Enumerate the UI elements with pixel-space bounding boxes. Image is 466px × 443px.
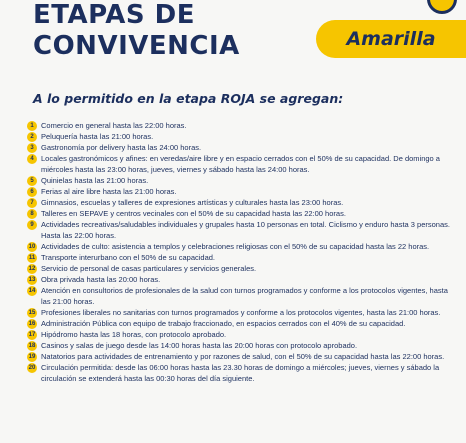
item-text: Ferias al aire libre hasta las 21:00 horas.	[41, 187, 177, 196]
item-text: Profesiones liberales no sanitarias con turnos programados y conforme a los protocolos vigentes, hasta las 21:00 horas.	[41, 308, 441, 317]
item-text: Actividades recreativas/saludables individuales y grupales hasta 10 personas en total. Ciclismo y enduro hasta 3 personas. Hasta las 22:00 horas.	[41, 220, 450, 240]
item-number-badge: 14	[28, 288, 36, 294]
item-number-badge: 3	[27, 143, 37, 153]
item-number-badge: 1	[27, 121, 37, 131]
list-item	[27, 362, 459, 384]
list-item	[27, 318, 459, 329]
item-number-badge: 5	[27, 176, 37, 186]
item-number-badge: 13	[28, 277, 36, 283]
item-text: Atención en consultorios de profesionales de la salud con turnos programados y conforme a los protocolos vigentes, hasta las 21:00 horas.	[41, 286, 448, 306]
list-item	[27, 307, 459, 318]
list-item	[27, 351, 459, 362]
item-number-badge: 12	[28, 266, 36, 272]
item-number-badge: 16	[28, 321, 36, 327]
item-number-badge: 7	[27, 198, 37, 208]
list-item	[27, 120, 459, 131]
list-item	[27, 197, 459, 208]
item-text: Administración Pública con equipo de trabajo fraccionado, en espacios cerrados con el 40% de su capacidad.	[41, 319, 406, 328]
list-item	[27, 263, 459, 274]
list-item	[27, 142, 459, 153]
item-text: Transporte interurbano con el 50% de su capacidad.	[41, 253, 215, 262]
list-item	[27, 285, 459, 307]
item-text: Talleres en SEPAVE y centros vecinales con el 50% de su capacidad hasta las 22:00 horas.	[41, 209, 346, 218]
item-number-badge: 9	[27, 220, 37, 230]
list-item	[27, 186, 459, 197]
item-text: Casinos y salas de juego desde las 14:00 horas hasta las 20:00 horas con protocolo aprobado.	[41, 341, 358, 350]
item-number-badge: 8	[27, 209, 37, 219]
stage-badge-label: Amarilla	[346, 28, 436, 50]
intro-heading: A lo permitido en la etapa ROJA se agregan:	[33, 91, 344, 106]
list-item	[27, 329, 459, 340]
list-item	[27, 241, 459, 252]
item-text: Servicio de personal de casas particulares y servicios generales.	[41, 264, 257, 273]
item-text: Gimnasios, escuelas y talleres de expresiones artísticas y culturales hasta las 23:00 horas.	[41, 198, 344, 207]
page-title	[33, 0, 240, 62]
list-item	[27, 274, 459, 285]
item-number-badge: 15	[28, 310, 36, 316]
activities-list	[27, 120, 459, 384]
title-line-1: ETAPAS DE	[33, 0, 196, 30]
list-item	[27, 340, 459, 351]
list-item	[27, 252, 459, 263]
item-number-badge: 20	[28, 365, 36, 371]
item-text: Obra privada hasta las 20:00 horas.	[41, 275, 161, 284]
item-number-badge: 18	[28, 343, 36, 349]
decorative-circle	[427, 0, 457, 14]
item-number-badge: 10	[28, 244, 36, 250]
item-text: Locales gastronómicos y afines: en veredas/aire libre y en espacio cerrados con el 50% de su capacidad. De domingo a miércoles hasta las 23:00 horas, jueves, viernes y sábado hasta las 24:00 horas.	[41, 154, 440, 174]
list-item	[27, 175, 459, 186]
item-text: Circulación permitida: desde las 06:00 horas hasta las 23.30 horas de domingo a miércoles; jueves, viernes y sábado la circulación se extenderá hasta las 00:30 horas del día siguiente.	[41, 363, 440, 383]
stage-badge	[316, 20, 466, 58]
list-item	[27, 208, 459, 219]
list-item	[27, 219, 459, 241]
list-item	[27, 153, 459, 175]
list-item	[27, 131, 459, 142]
item-number-badge: 2	[27, 132, 37, 142]
title-line-2: CONVIVENCIA	[33, 31, 240, 61]
item-text: Actividades de culto: asistencia a templos y celebraciones religiosas con el 50% de su capacidad hasta las 22 horas.	[41, 242, 430, 251]
item-text: Natatorios para actividades de entrenamiento y por razones de salud, con el 50% de su capacidad hasta las 22:00 horas.	[41, 352, 445, 361]
item-text: Peluquería hasta las 21:00 horas.	[41, 132, 154, 141]
item-number-badge: 17	[28, 332, 36, 338]
item-text: Comercio en general hasta las 22:00 horas.	[41, 121, 187, 130]
item-number-badge: 19	[28, 354, 36, 360]
item-text: Gastronomía por delivery hasta las 24:00 horas.	[41, 143, 202, 152]
item-number-badge: 11	[28, 255, 36, 261]
item-text: Quinielas hasta las 21:00 horas.	[41, 176, 149, 185]
item-number-badge: 6	[27, 187, 37, 197]
item-text: Hipódromo hasta las 18 horas, con protocolo aprobado.	[41, 330, 227, 339]
item-number-badge: 4	[27, 154, 37, 164]
